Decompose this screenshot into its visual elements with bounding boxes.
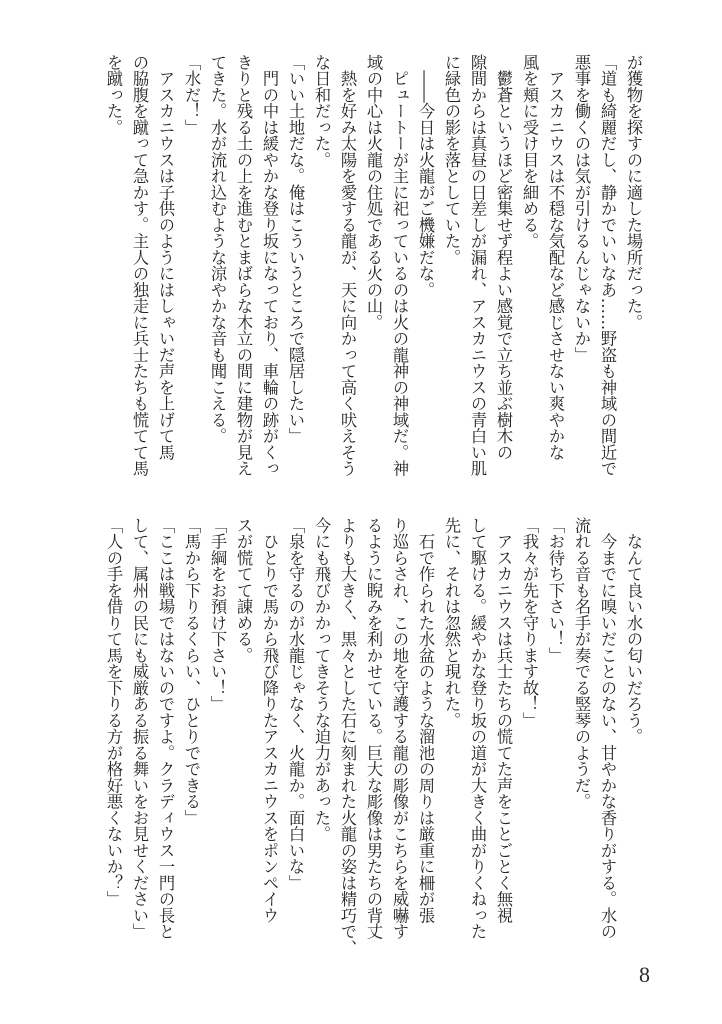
text-line: 石で作られた水盆のような溜池の周りは厳重に柵が張 [416,517,435,924]
text-line: よりも大きく、黒々とした石に刻まれた火龍の姿は精巧で、 [338,517,357,956]
text-line: して、属州の民にも威厳ある振る舞いをお見せください」 [130,517,149,940]
text-line: 「泉を守るのが水龍じゃなく、火龍か。面白いな」 [286,517,305,891]
text-line: 今にも飛びかかってきそうな迫力があった。 [312,517,331,842]
text-line: 今までに嗅いだことのない、甘やかな香りがする。水の [598,517,617,940]
text-line: ――今日は火龍がご機嫌だな。 [416,54,435,298]
text-line: アスカニウスは兵士たちの慌てた声をことごとく無視 [494,517,513,924]
text-line: して駆ける。緩やかな登り坂の道が大きく曲がりくねった [468,517,487,940]
text-line: 「水だ！」 [182,54,201,136]
text-line: の脇腹を蹴って急かす。主人の独走に兵士たちも慌てて馬 [130,54,149,477]
text-line: 「お待ち下さい！」 [546,517,565,664]
text-block-upper [100,54,646,478]
text-line: 「いい土地だな。俺はこういうところで隠居したい」 [286,54,305,444]
text-line: 「人の手を借りて馬を下りる方が格好悪くないか？」 [104,517,123,907]
text-line: 熱を好み太陽を愛する龍が、天に向かって高く吠えそう [338,54,357,477]
text-line: に緑色の影を落としていた。 [442,54,461,266]
text-line: 「道も綺麗だし、静かでいいなあ……野盗も神域の間近で [598,54,617,477]
text-line: アスカニウスは不穏な気配など感じさせない爽やかな [546,54,565,461]
text-line: なんて良い水の匂いだろう。 [624,517,643,745]
text-line: 流れる音も名手が奏でる竪琴のようだ。 [572,517,591,810]
text-line: スが慌てて諌める。 [234,517,253,664]
text-line: 「馬から下りるくらい、ひとりでできる」 [182,517,201,826]
text-line: 域の中心は火龍の住処である火の山。 [364,54,383,331]
text-line: てきた。水が流れ込むような涼やかな音も聞こえる。 [208,54,227,444]
text-block-lower [100,517,646,956]
text-line: 「ここは戦場ではないのですよ。クラディウス一門の長と [156,517,175,940]
text-line: きりと残る土の上を進むとまばらな木立の間に建物が見え [234,54,253,477]
text-line: が獲物を探すのに適した場所だった。 [624,54,643,331]
text-line: 鬱蒼というほど密集せず程よい感覚で立ち並ぶ樹木の [494,54,513,461]
text-line: 隙間からは真昼の日差しが漏れ、アスカニウスの青白い肌 [468,54,487,477]
text-line: 門の中は緩やかな登り坂になっており、車輪の跡がくっ [260,54,279,477]
text-line: り巡らされ、この地を守護する龍の彫像がこちらを威嚇す [390,517,409,940]
text-line: るように睨みを利かせている。巨大な彫像は男たちの背丈 [364,517,383,940]
text-line: 「我々が先を守ります故！」 [520,517,539,729]
text-line: 風を頬に受け目を細める。 [520,54,539,249]
text-line: 先に、それは忽然と現れた。 [442,517,461,729]
text-line: 「手綱をお預け下さい！」 [208,517,227,712]
text-line: ひとりで馬から飛び降りたアスカニウスをポンペイウ [260,517,279,924]
text-line: な日和だった。 [312,54,331,168]
text-line: を蹴った。 [104,54,123,136]
page-number: 8 [639,962,650,987]
text-line: 悪事を働くのは気が引けるんじゃないか」 [572,54,591,363]
text-line: アスカニウスは子供のようにはしゃいだ声を上げて馬 [156,54,175,461]
text-line: ピュートーが主に祀っているのは火の龍神の神域だ。神 [390,54,409,477]
